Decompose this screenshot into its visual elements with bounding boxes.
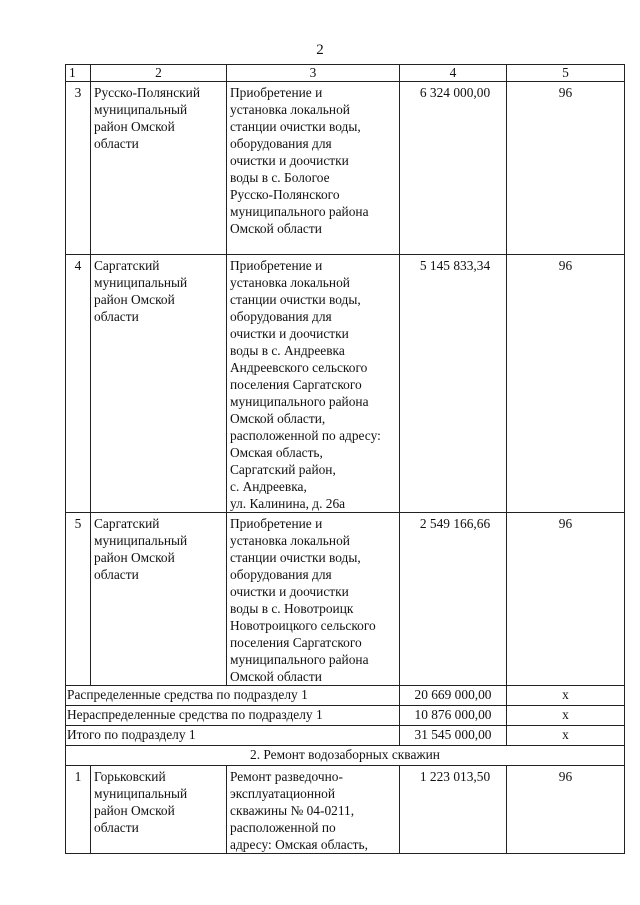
table-row — [66, 255, 625, 513]
amount-cell: 1 223 013,50 — [400, 766, 507, 854]
description-cell: Ремонт разведочно- эксплуатационной скважины № 04-0211, расположенной по адресу: Омская область, — [227, 766, 400, 854]
summary-mark: х — [507, 706, 625, 726]
column-header-4: 4 — [400, 65, 507, 82]
description-cell: Приобретение и установка локальной станции очистки воды, оборудования для очистки и доочистки воды в с. Бологое Русско-Полянского муниципального района Омской области — [227, 82, 400, 255]
summary-mark: х — [507, 726, 625, 746]
amount-cell: 6 324 000,00 — [400, 82, 507, 255]
amount-cell: 5 145 833,34 — [400, 255, 507, 513]
summary-label: Итого по подразделу 1 — [66, 726, 400, 746]
row-number: 4 — [66, 255, 91, 513]
summary-row-total — [66, 726, 625, 746]
summary-label: Нераспределенные средства по подразделу 1 — [66, 706, 400, 726]
funding-table — [65, 64, 625, 854]
summary-label: Распределенные средства по подразделу 1 — [66, 686, 400, 706]
description-cell: Приобретение и установка локальной станции очистки воды, оборудования для очистки и доочистки воды в с. Новотроицк Новотроицкого сельского поселения Саргатского муниципального района Омской области — [227, 513, 400, 686]
district-cell: Саргатский муниципальный район Омской области — [91, 255, 227, 513]
column-header-2: 2 — [91, 65, 227, 82]
district-cell: Горьковский муниципальный район Омской области — [91, 766, 227, 854]
table-header-row — [66, 65, 625, 82]
column-header-3: 3 — [227, 65, 400, 82]
summary-row-distributed — [66, 686, 625, 706]
section-title: 2. Ремонт водозаборных скважин — [66, 746, 625, 766]
column-header-1: 1 — [66, 65, 91, 82]
percent-cell: 96 — [507, 766, 625, 854]
description-cell: Приобретение и установка локальной станции очистки воды, оборудования для очистки и доочистки воды в с. Андреевка Андреевского сельского поселения Саргатского муниципального района Омской области, расположенной по адресу: Омская область, Саргатский район, с. Андреевка, ул. Калинина, д. 26а — [227, 255, 400, 513]
section-heading-row — [66, 746, 625, 766]
summary-amount: 31 545 000,00 — [400, 726, 507, 746]
table-row — [66, 766, 625, 854]
column-header-5: 5 — [507, 65, 625, 82]
district-cell: Русско-Полянский муниципальный район Омской области — [91, 82, 227, 255]
row-number: 5 — [66, 513, 91, 686]
row-number: 1 — [66, 766, 91, 854]
amount-cell: 2 549 166,66 — [400, 513, 507, 686]
page-number: 2 — [316, 42, 324, 58]
percent-cell: 96 — [507, 513, 625, 686]
district-cell: Саргатский муниципальный район Омской области — [91, 513, 227, 686]
summary-amount: 20 669 000,00 — [400, 686, 507, 706]
table-row — [66, 82, 625, 255]
summary-row-undistributed — [66, 706, 625, 726]
percent-cell: 96 — [507, 82, 625, 255]
summary-mark: х — [507, 686, 625, 706]
row-number: 3 — [66, 82, 91, 255]
table-row — [66, 513, 625, 686]
percent-cell: 96 — [507, 255, 625, 513]
summary-amount: 10 876 000,00 — [400, 706, 507, 726]
